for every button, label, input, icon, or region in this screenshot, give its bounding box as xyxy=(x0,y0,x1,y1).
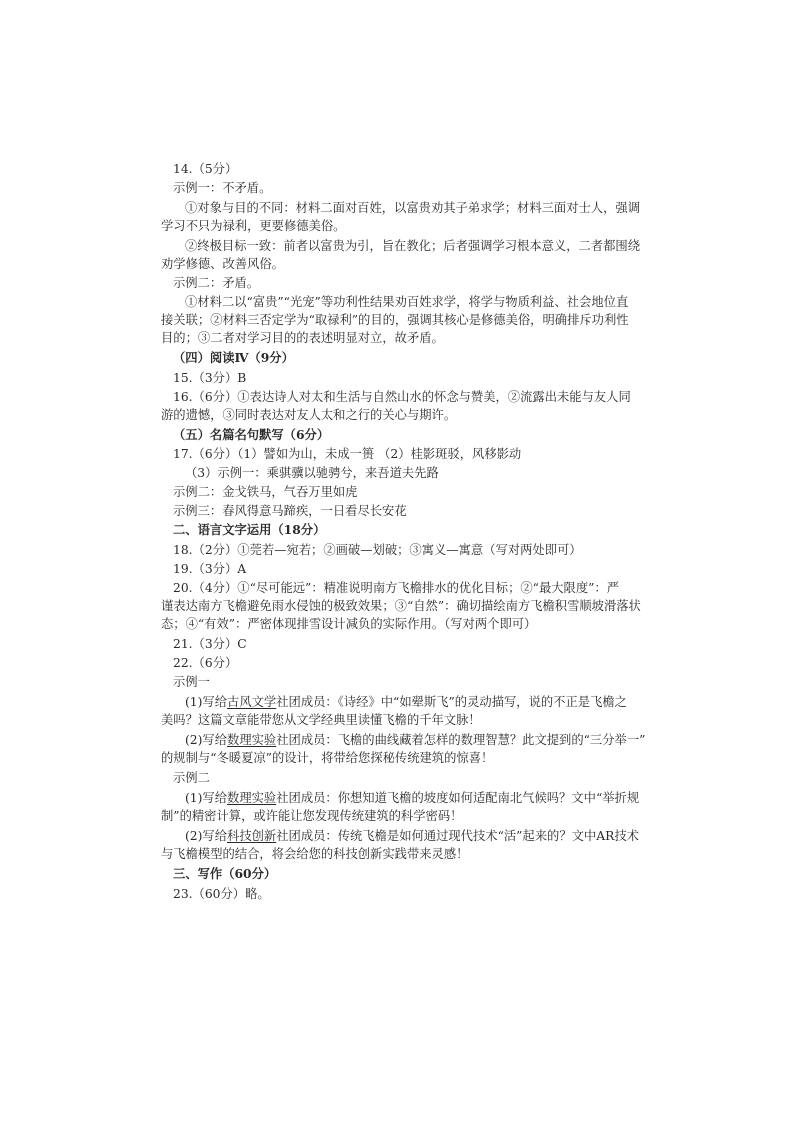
club-name: 古风文学 xyxy=(227,695,277,709)
q15: 15.（3分）B xyxy=(173,371,247,385)
q14-ex2-line2: 接关联；②材料三否定学为“取禄利”的目的，强调其核心是修德美俗，明确排斥功利性 xyxy=(161,313,629,327)
q21: 21.（3分）C xyxy=(173,637,247,651)
q22-ex1-item1: (1)写给古风文学社团成员：《诗经》中“如翚斯飞”的灵动描写，说的不正是飞檐之 xyxy=(185,695,627,709)
q23: 23.（60分）略。 xyxy=(173,887,270,901)
q14-point1: ①对象与目的不同：材料二面对百姓，以富贵劝其子弟求学；材料三面对士人，强调 xyxy=(185,201,640,215)
q14-point2-cont: 劝学修德、改善风俗。 xyxy=(161,257,284,271)
q20-cont2: 态；④“有效”：严密体现排雪设计减负的实际作用。（写对两个即可） xyxy=(161,617,537,631)
club-name: 科技创新 xyxy=(227,829,277,843)
club-name: 数理实验 xyxy=(227,791,277,805)
q20: 20.（4分）①“尽可能远”：精准说明南方飞檐排水的优化目标；②“最大限度”：严 xyxy=(173,581,620,595)
q22-ex1-item2-cont: 的规制与“冬暖夏凉”的设计，将带给您探秘传统建筑的惊喜！ xyxy=(161,751,494,765)
q14-example2: 示例二：矛盾。 xyxy=(173,276,260,290)
q14-point2: ②终极目标一致：前者以富贵为引，旨在教化；后者强调学习根本意义，二者都围绕 xyxy=(185,239,640,253)
q22-ex2-item1: (1)写给数理实验社团成员：你想知道飞檐的坡度如何适配南北气候吗？文中“举折规 xyxy=(185,791,640,805)
q22-ex1-item2: (2)写给数理实验社团成员：飞檐的曲线藏着怎样的数理智慧？此文提到的“三分举一” xyxy=(185,733,646,747)
q17-ex2: 示例二：金戈铁马，气吞万里如虎 xyxy=(173,485,358,499)
q22-example1-label: 示例一 xyxy=(173,675,210,689)
club-name: 数理实验 xyxy=(227,733,277,747)
q14-point1-cont: 学习不只为禄利，更要修德美俗。 xyxy=(161,219,346,233)
q20-cont1: 谨表达南方飞檐避免雨水侵蚀的极致效果；③“自然”：确切描绘南方飞檐积雪顺坡滑落状 xyxy=(161,599,641,613)
q19: 19.（3分）A xyxy=(173,562,247,576)
section-reading-4: （四）阅读Ⅳ（9分） xyxy=(173,350,294,365)
q14-header: 14.（5分） xyxy=(173,162,238,176)
q18: 18.（2分）①莞若—宛若；②画破—划破；③寓义—寓意（写对两处即可） xyxy=(173,543,582,557)
q16: 16.（6分）①表达诗人对太和生活与自然山水的怀念与赞美，②流露出未能与友人同 xyxy=(173,390,631,404)
q14-ex2-line1: ①材料二以“富贵”“光宠”等功利性结果劝百姓求学，将学与物质利益、社会地位直 xyxy=(185,295,629,309)
q22-ex2-item2: (2)写给科技创新社团成员：传统飞檐是如何通过现代技术“活”起来的？文中AR技术 xyxy=(185,829,639,843)
section-language-use: 二、语言文字运用（18分） xyxy=(173,522,326,537)
section-writing: 三、写作（60分） xyxy=(173,866,277,881)
q14-example1: 示例一：不矛盾。 xyxy=(173,181,272,195)
q22-ex1-item1-cont: 美吗？这篇文章能带您从文学经典里读懂飞檐的千年文脉！ xyxy=(161,713,481,727)
q17: 17.（6分）（1）譬如为山，未成一篑 （2）桂影斑驳，风移影动 xyxy=(173,447,522,461)
q22: 22.（6分） xyxy=(173,656,238,670)
q16-cont: 游的遗憾，③同时表达对友人太和之行的关心与期许。 xyxy=(161,408,457,422)
q17-ex3: 示例三：春风得意马蹄疾，一日看尽长安花 xyxy=(173,504,407,518)
q22-ex2-item1-cont: 制”的精密计算，或许能让您发现传统建筑的科学密码！ xyxy=(161,809,463,823)
q22-ex2-item2-cont: 与飞檐模型的结合，将会给您的科技创新实践带来灵感！ xyxy=(161,847,469,861)
q14-ex2-line3: 目的；③二者对学习目的的表述明显对立，故矛盾。 xyxy=(161,331,444,345)
q22-example2-label: 示例二 xyxy=(173,771,210,785)
section-dictation: （五）名篇名句默写（6分） xyxy=(173,427,330,442)
q17-ex1: （3）示例一：乘骐骥以驰骋兮，来吾道夫先路 xyxy=(185,466,439,480)
